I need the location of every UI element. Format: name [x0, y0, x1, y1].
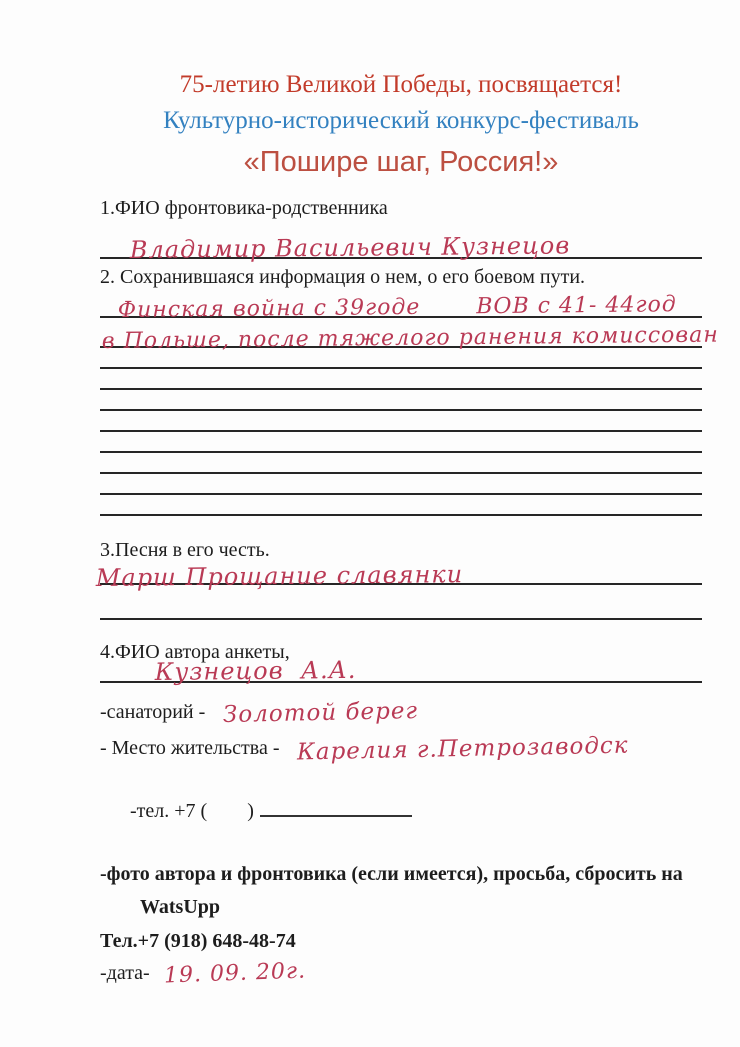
sanatorium-row — [100, 697, 702, 729]
residence-label: - Место жительства - — [100, 737, 280, 759]
sanatorium-handwritten-answer: Золотой берег — [223, 697, 419, 729]
q1-handwritten-answer: Владимир Васильевич Кузнецов — [129, 231, 571, 264]
tel-blank-label: -тел. +7 ( ) — [130, 800, 254, 822]
q2-handwritten-answer-1: Финская война с 39годе ВОВ с 41- 44год — [117, 292, 677, 323]
q2-blank-line — [100, 411, 702, 432]
q3-answer-line — [95, 560, 702, 592]
q2-blank-line — [100, 453, 702, 474]
q2-blank-line — [100, 495, 702, 516]
q1-label: 1.ФИО фронтовика-родственника — [100, 197, 388, 219]
dedication-title: 75-летию Великой Победы, посвящается! — [179, 71, 623, 98]
q4-answer-line — [100, 655, 702, 686]
sanatorium-label: -санаторий - — [100, 701, 206, 723]
form-content — [95, 68, 719, 989]
q2-answer-line-2 — [100, 318, 719, 354]
contact-phone: Тел.+7 (918) 648-48-74 — [100, 930, 296, 952]
residence-row — [100, 732, 702, 766]
q3-blank-line — [100, 585, 702, 620]
residence-handwritten-answer: Карелия г.Петрозаводск — [297, 732, 630, 766]
q2-handwritten-answer-2: в Польше, после тяжелого ранения комиссован — [101, 322, 719, 354]
festival-name: «Пошире шаг, Россия!» — [243, 146, 559, 178]
q1-answer-line — [100, 221, 702, 264]
q2-blank-line — [100, 474, 702, 495]
q4-label: 4.ФИО автора анкеты, — [100, 641, 290, 663]
q2-label: 2. Сохранившаяся информация о нем, о его боевом пути. — [100, 266, 586, 288]
q3-label: 3.Песня в его честь. — [100, 539, 270, 561]
date-row — [100, 960, 702, 987]
q2-blank-line — [100, 432, 702, 453]
photo-note: -фото автора и фронтовика (если имеется), просьба, сбросить на — [100, 863, 683, 885]
q2-blank-line — [100, 369, 702, 390]
date-handwritten-answer: 19. 09. 20г. — [163, 958, 307, 989]
q2-answer-line-1 — [100, 290, 702, 323]
date-label: -дата- — [100, 962, 150, 984]
messenger-name: WatsUpp — [140, 896, 221, 918]
tel-blank-row — [100, 772, 702, 850]
q4-handwritten-answer: Кузнецов А.А. — [154, 655, 357, 686]
tel-blank-underline — [260, 800, 412, 817]
festival-subtitle: Культурно-исторический конкурс-фестиваль — [163, 107, 639, 134]
q2-blank-line — [100, 390, 702, 411]
q2-blank-line — [100, 348, 702, 369]
q3-handwritten-answer: Марш Прощание славянки — [95, 560, 464, 592]
